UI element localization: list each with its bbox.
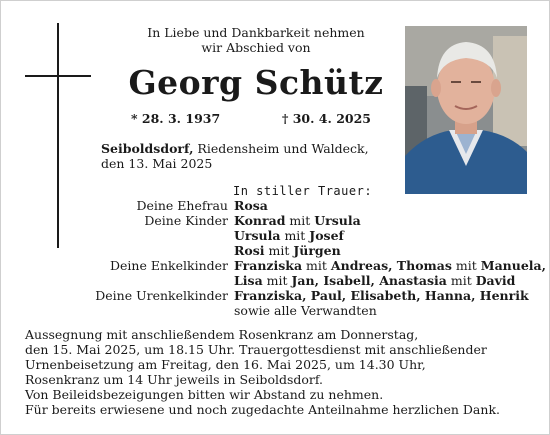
cross-icon-horizontal — [25, 75, 91, 77]
family-label: Deine Enkelkinder — [110, 258, 228, 273]
notice-line: Von Beileidsbezeigungen bitten wir Abstand zu nehmen. — [25, 387, 384, 402]
notice-line: Aussegnung mit anschließendem Rosenkranz am Donnerstag, — [25, 327, 419, 342]
family-name: Jürgen — [293, 243, 341, 258]
notice-line: Rosenkranz um 14 Uhr jeweils in Seiboldsdorf. — [25, 372, 324, 387]
family-connector: mit — [451, 258, 481, 273]
family-row-enkel — [61, 273, 541, 288]
portrait-photo — [405, 26, 527, 194]
birth-date: * 28. 3. 1937 — [131, 111, 221, 126]
family-row-kinder — [61, 213, 541, 228]
family-row-kinder — [61, 228, 541, 243]
notice-line: Urnenbeisetzung am Freitag, den 16. Mai 2025, um 14.30 Uhr, — [25, 357, 426, 372]
family-connector: mit — [302, 258, 331, 273]
funeral-notice — [25, 327, 535, 417]
family-connector: mit — [280, 228, 310, 243]
life-dates — [131, 111, 371, 126]
intro-text — [121, 25, 391, 55]
family-name: Franziska, Paul, Elisabeth, Hanna, Henrik — [234, 288, 529, 303]
trauer-heading: In stiller Trauer: — [233, 184, 373, 198]
relatives-text: sowie alle Verwandten — [234, 303, 377, 318]
place-main: Seiboldsdorf, — [101, 141, 194, 156]
death-date: † 30. 4. 2025 — [281, 111, 371, 126]
place-rest: Riedensheim und Waldeck, — [193, 141, 369, 156]
intro-line-2: wir Abschied von — [201, 40, 311, 55]
family-name: Franziska — [234, 258, 303, 273]
notice-line: Für bereits erwiesene und noch zugedachte Anteilnahme herzlichen Dank. — [25, 402, 500, 417]
family-name: Ursula — [314, 213, 361, 228]
family-connector: mit — [285, 213, 315, 228]
intro-line-1: In Liebe und Dankbarkeit nehmen — [147, 25, 365, 40]
family-name: Lisa — [234, 273, 263, 288]
cross-icon-vertical — [57, 23, 59, 248]
portrait-photo-image — [405, 26, 527, 194]
family-name: Manuela, — [480, 258, 546, 273]
family-label: Deine Ehefrau — [136, 198, 228, 213]
family-name: Andreas, Thomas — [330, 258, 452, 273]
family-row-ehefrau — [61, 198, 541, 213]
family-name: Konrad — [234, 213, 286, 228]
family-name: Josef — [309, 228, 344, 243]
family-row-enkel — [61, 258, 546, 273]
family-name: David — [475, 273, 516, 288]
family-label: Deine Urenkelkinder — [95, 288, 228, 303]
notice-date: den 13. Mai 2025 — [101, 156, 213, 171]
family-row-kinder — [61, 243, 541, 258]
family-row-urenkel — [61, 288, 541, 303]
deceased-name: Georg Schütz — [128, 63, 384, 102]
family-connector: mit — [446, 273, 476, 288]
family-name: Rosa — [234, 198, 268, 213]
family-name: Jan, Isabell, Anastasia — [291, 273, 447, 288]
family-name: Rosi — [234, 243, 265, 258]
notice-line: den 15. Mai 2025, um 18.15 Uhr. Trauergottesdienst mit anschließender — [25, 342, 487, 357]
family-list — [61, 198, 546, 318]
place-and-date — [101, 141, 401, 171]
family-row-verwandte — [61, 303, 541, 318]
family-connector: mit — [262, 273, 292, 288]
family-connector: mit — [264, 243, 294, 258]
family-label: Deine Kinder — [144, 213, 228, 228]
family-name: Ursula — [234, 228, 281, 243]
